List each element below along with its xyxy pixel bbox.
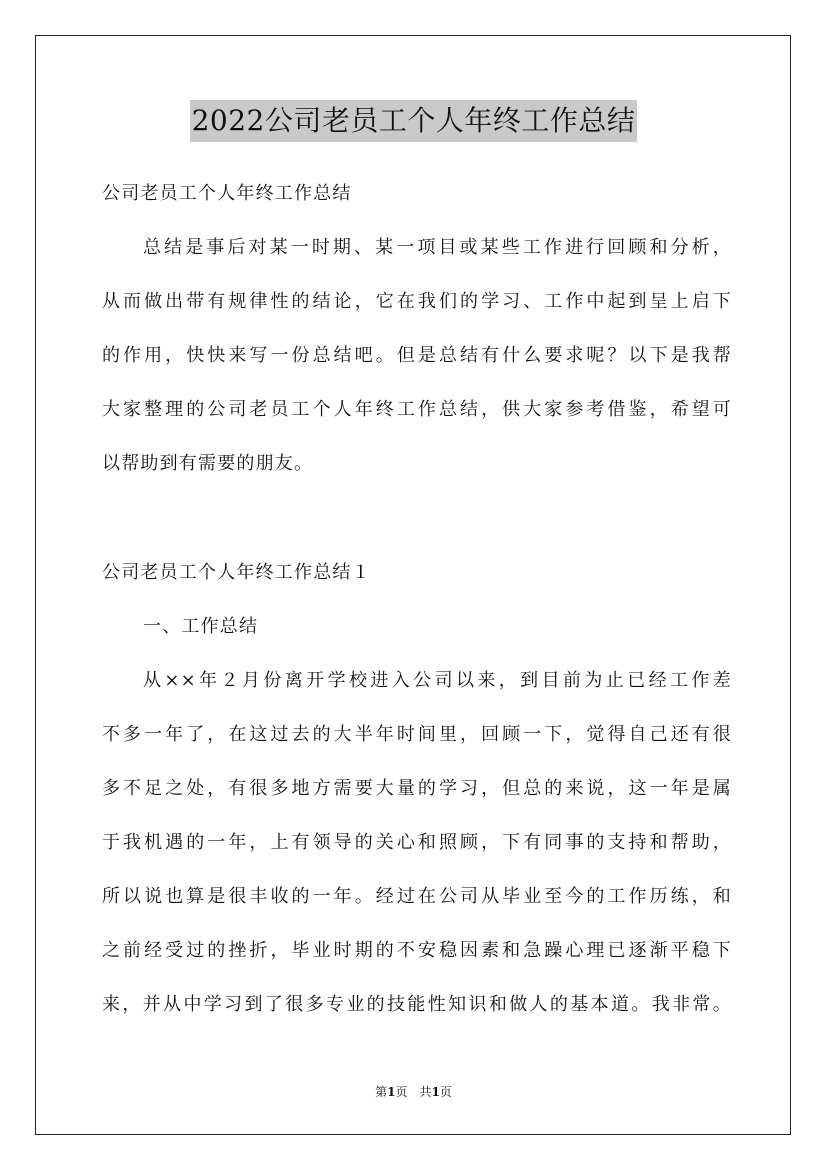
document-title: 2022公司老员工个人年终工作总结 [190,100,638,142]
body-line: 从××年２月份离开学校进入公司以来，到目前为止已经工作差 [143,670,732,691]
body-line: 于我机遇的一年，上有领导的关心和照顾，下有同事的支持和帮助， [102,832,732,853]
intro-line: 的作用，快快来写一份总结吧。但是总结有什么要求呢？以下是我帮 [102,345,732,366]
footer-mid: 页 共 [395,1085,432,1099]
footer-prefix: 第 [375,1085,388,1099]
footer-page-total: 1 [431,1085,440,1099]
body-line: 不多一年了，在这过去的大半年时间里，回顾一下，觉得自己还有很 [102,724,732,745]
body-line: 来，并从中学习到了很多专业的技能性知识和做人的基本道。我非常。 [102,994,732,1015]
document-subtitle: 公司老员工个人年终工作总结 [102,183,352,204]
intro-line: 总结是事后对某一时期、某一项目或某些工作进行回顾和分析， [143,237,732,258]
intro-line: 大家整理的公司老员工个人年终工作总结，供大家参考借鉴，希望可 [102,399,732,420]
body-line: 所以说也算是很丰收的一年。经过在公司从毕业至今的工作历练，和 [102,886,732,907]
footer-page-number: 1 [387,1085,396,1099]
title-container [0,100,827,142]
body-line: 之前经受过的挫折，毕业时期的不安稳因素和急躁心理已逐渐平稳下 [102,940,732,961]
section-title: 公司老员工个人年终工作总结１ [102,562,371,583]
footer-suffix: 页 [439,1085,452,1099]
page-footer [0,1083,827,1100]
intro-line: 以帮助到有需要的朋友。 [102,453,314,474]
subheading: 一、工作总结 [143,616,259,637]
body-line: 多不足之处，有很多地方需要大量的学习，但总的来说，这一年是属 [102,778,732,799]
intro-line: 从而做出带有规律性的结论，它在我们的学习、工作中起到呈上启下 [102,291,732,312]
